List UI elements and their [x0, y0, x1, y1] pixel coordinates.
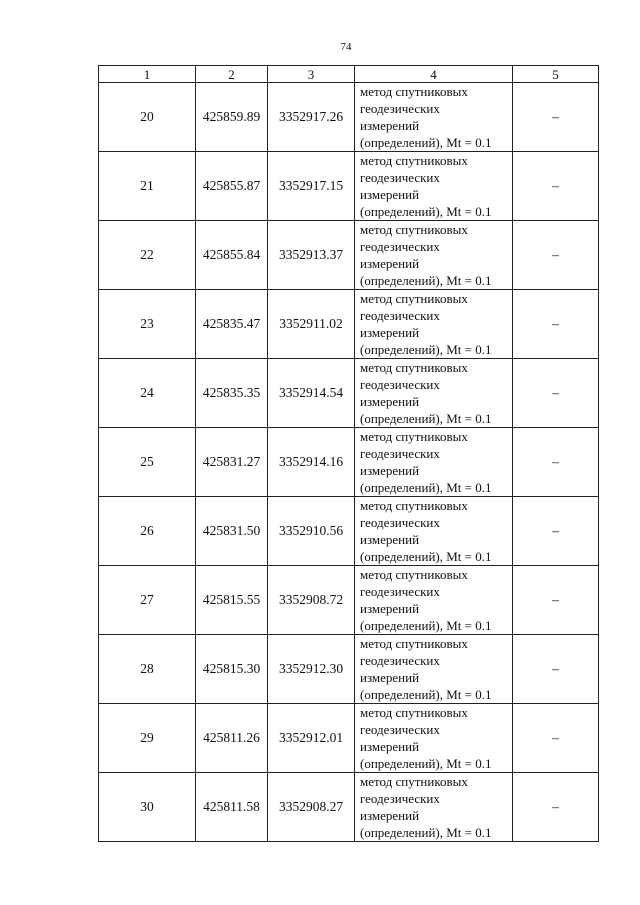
coordinates-table	[98, 65, 599, 842]
header-col-4: 4	[355, 66, 513, 83]
method-line: (определений), Mt = 0.1	[360, 825, 492, 840]
method-line: измерений	[360, 187, 420, 202]
point-number-cell: 23	[99, 290, 196, 359]
method-cell	[355, 566, 513, 635]
method-line: измерений	[360, 532, 420, 547]
method-line: измерений	[360, 118, 420, 133]
table-row	[99, 497, 599, 566]
method-line: измерений	[360, 325, 420, 340]
method-line: измерений	[360, 670, 420, 685]
y-coordinate-cell: 3352914.54	[268, 359, 355, 428]
x-coordinate-cell: 425831.27	[196, 428, 268, 497]
note-cell: –	[513, 152, 599, 221]
point-number-cell: 30	[99, 773, 196, 842]
method-cell	[355, 83, 513, 152]
method-cell	[355, 359, 513, 428]
x-coordinate-cell: 425831.50	[196, 497, 268, 566]
method-line: измерений	[360, 739, 420, 754]
x-coordinate-cell: 425835.35	[196, 359, 268, 428]
point-number-cell: 20	[99, 83, 196, 152]
note-cell: –	[513, 83, 599, 152]
method-cell	[355, 497, 513, 566]
x-coordinate-cell: 425815.55	[196, 566, 268, 635]
method-line: (определений), Mt = 0.1	[360, 342, 492, 357]
method-cell	[355, 152, 513, 221]
y-coordinate-cell: 3352917.26	[268, 83, 355, 152]
method-line: метод спутниковых	[360, 774, 468, 789]
method-line: (определений), Mt = 0.1	[360, 411, 492, 426]
table-row	[99, 221, 599, 290]
y-coordinate-cell: 3352910.56	[268, 497, 355, 566]
method-line: (определений), Mt = 0.1	[360, 204, 492, 219]
point-number-cell: 21	[99, 152, 196, 221]
table-row	[99, 83, 599, 152]
method-line: метод спутниковых	[360, 153, 468, 168]
header-col-5: 5	[513, 66, 599, 83]
method-cell	[355, 704, 513, 773]
y-coordinate-cell: 3352912.01	[268, 704, 355, 773]
table-row	[99, 635, 599, 704]
note-cell: –	[513, 359, 599, 428]
point-number-cell: 24	[99, 359, 196, 428]
point-number-cell: 22	[99, 221, 196, 290]
method-line: измерений	[360, 463, 420, 478]
table-body	[99, 83, 599, 842]
header-col-3: 3	[268, 66, 355, 83]
method-line: (определений), Mt = 0.1	[360, 273, 492, 288]
method-line: геодезических	[360, 446, 440, 461]
note-cell: –	[513, 221, 599, 290]
method-line: (определений), Mt = 0.1	[360, 480, 492, 495]
method-cell	[355, 428, 513, 497]
table-row	[99, 704, 599, 773]
method-line: (определений), Mt = 0.1	[360, 687, 492, 702]
table-row	[99, 566, 599, 635]
method-line: геодезических	[360, 722, 440, 737]
method-line: геодезических	[360, 791, 440, 806]
method-line: геодезических	[360, 101, 440, 116]
note-cell: –	[513, 290, 599, 359]
method-line: метод спутниковых	[360, 222, 468, 237]
method-line: измерений	[360, 256, 420, 271]
table-row	[99, 152, 599, 221]
y-coordinate-cell: 3352912.30	[268, 635, 355, 704]
point-number-cell: 25	[99, 428, 196, 497]
method-line: метод спутниковых	[360, 567, 468, 582]
method-line: (определений), Mt = 0.1	[360, 549, 492, 564]
method-line: измерений	[360, 394, 420, 409]
method-line: метод спутниковых	[360, 636, 468, 651]
method-line: геодезических	[360, 515, 440, 530]
table-row	[99, 290, 599, 359]
point-number-cell: 26	[99, 497, 196, 566]
method-line: геодезических	[360, 239, 440, 254]
y-coordinate-cell: 3352917.15	[268, 152, 355, 221]
method-cell	[355, 221, 513, 290]
method-line: метод спутниковых	[360, 360, 468, 375]
note-cell: –	[513, 497, 599, 566]
x-coordinate-cell: 425811.58	[196, 773, 268, 842]
point-number-cell: 27	[99, 566, 196, 635]
table-row	[99, 428, 599, 497]
method-line: геодезических	[360, 308, 440, 323]
y-coordinate-cell: 3352911.02	[268, 290, 355, 359]
y-coordinate-cell: 3352914.16	[268, 428, 355, 497]
method-line: геодезических	[360, 584, 440, 599]
header-col-1: 1	[99, 66, 196, 83]
method-cell	[355, 773, 513, 842]
note-cell: –	[513, 635, 599, 704]
x-coordinate-cell: 425855.84	[196, 221, 268, 290]
note-cell: –	[513, 428, 599, 497]
x-coordinate-cell: 425859.89	[196, 83, 268, 152]
table-header-row	[99, 66, 599, 83]
method-line: (определений), Mt = 0.1	[360, 135, 492, 150]
method-line: метод спутниковых	[360, 84, 468, 99]
x-coordinate-cell: 425811.26	[196, 704, 268, 773]
y-coordinate-cell: 3352908.27	[268, 773, 355, 842]
table-row	[99, 773, 599, 842]
page-number: 74	[340, 41, 352, 53]
method-cell	[355, 290, 513, 359]
method-line: измерений	[360, 808, 420, 823]
y-coordinate-cell: 3352913.37	[268, 221, 355, 290]
y-coordinate-cell: 3352908.72	[268, 566, 355, 635]
method-line: (определений), Mt = 0.1	[360, 756, 492, 771]
method-line: метод спутниковых	[360, 291, 468, 306]
method-line: геодезических	[360, 377, 440, 392]
method-line: (определений), Mt = 0.1	[360, 618, 492, 633]
method-line: геодезических	[360, 653, 440, 668]
method-line: метод спутниковых	[360, 498, 468, 513]
table-row	[99, 359, 599, 428]
point-number-cell: 29	[99, 704, 196, 773]
method-line: геодезических	[360, 170, 440, 185]
x-coordinate-cell: 425855.87	[196, 152, 268, 221]
x-coordinate-cell: 425815.30	[196, 635, 268, 704]
method-cell	[355, 635, 513, 704]
note-cell: –	[513, 566, 599, 635]
point-number-cell: 28	[99, 635, 196, 704]
method-line: метод спутниковых	[360, 705, 468, 720]
method-line: метод спутниковых	[360, 429, 468, 444]
method-line: измерений	[360, 601, 420, 616]
note-cell: –	[513, 704, 599, 773]
note-cell: –	[513, 773, 599, 842]
header-col-2: 2	[196, 66, 268, 83]
x-coordinate-cell: 425835.47	[196, 290, 268, 359]
